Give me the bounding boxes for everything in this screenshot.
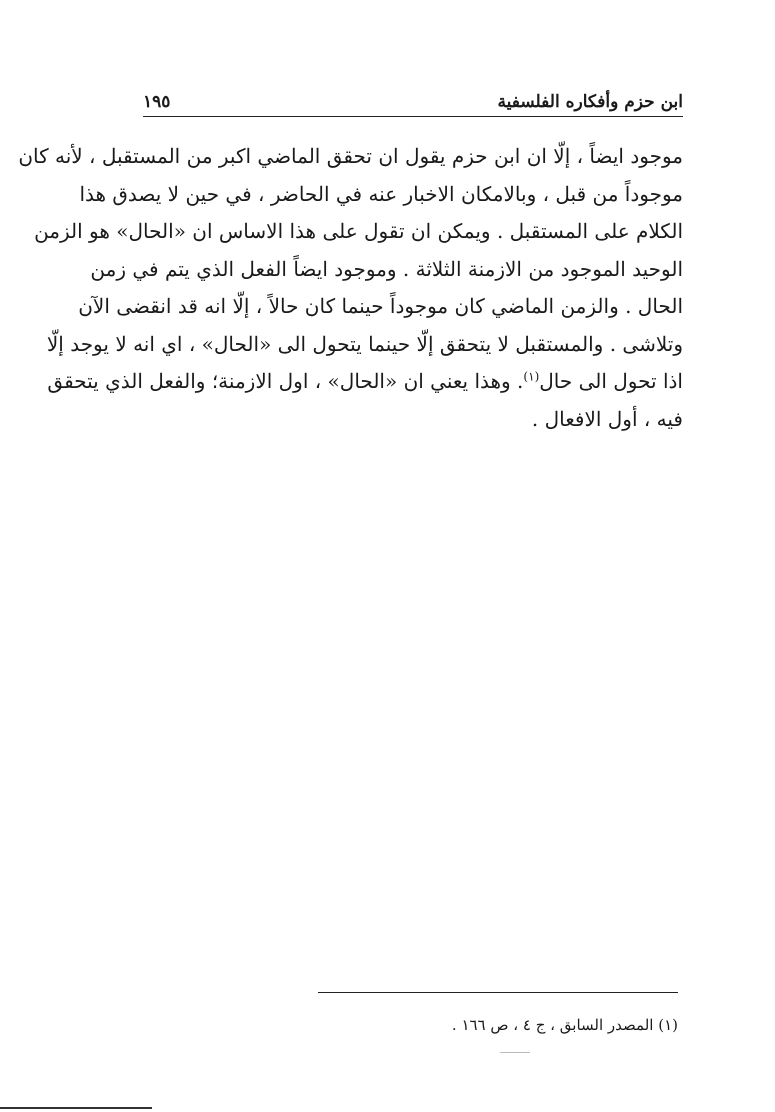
footnote-rule bbox=[318, 992, 678, 993]
text-segment: اذا تحول الى حال bbox=[539, 369, 683, 393]
text-segment: . وهذا يعني ان «الحال» ، اول الازمنة؛ والفعل الذي يتحقق bbox=[47, 369, 524, 393]
text-line: وتلاشى . والمستقبل لا يتحقق إلّا حينما يتحول الى «الحال» ، اي انه لا يوجد إلّا bbox=[46, 331, 683, 356]
footnote: (١) المصدر السابق ، ج ٤ ، ص ١٦٦ . bbox=[451, 1016, 678, 1034]
text-line: موجود ايضاً ، إلّا ان ابن حزم يقول ان تحقق الماضي اكبر من المستقبل ، لأنه كان bbox=[18, 144, 683, 168]
running-title: ابن حزم وأفكاره الفلسفية bbox=[497, 92, 683, 112]
header-rule bbox=[143, 116, 683, 117]
body-paragraph bbox=[18, 138, 683, 438]
text-line: الوحيد الموجود من الازمنة الثلاثة . وموجود ايضاً الفعل الذي يتم في زمن bbox=[90, 256, 683, 281]
text-line: الكلام على المستقبل . ويمكن ان تقول على هذا الاساس ان «الحال» هو الزمن bbox=[34, 219, 683, 243]
page-header bbox=[143, 78, 683, 112]
page-number: ١٩٥ bbox=[143, 92, 171, 112]
scan-mark bbox=[500, 1052, 530, 1053]
scan-edge bbox=[0, 1107, 152, 1109]
text-line: الحال . والزمن الماضي كان موجوداً حينما كان حالاً ، إلّا انه قد انقضى الآن bbox=[78, 294, 683, 318]
text-line-with-footnote bbox=[47, 363, 683, 401]
text-line: فيه ، أول الافعال . bbox=[531, 406, 683, 431]
text-line: موجوداً من قبل ، وبالامكان الاخبار عنه في الحاضر ، في حين لا يصدق هذا bbox=[79, 181, 683, 206]
footnote-marker: (١) bbox=[523, 369, 540, 384]
